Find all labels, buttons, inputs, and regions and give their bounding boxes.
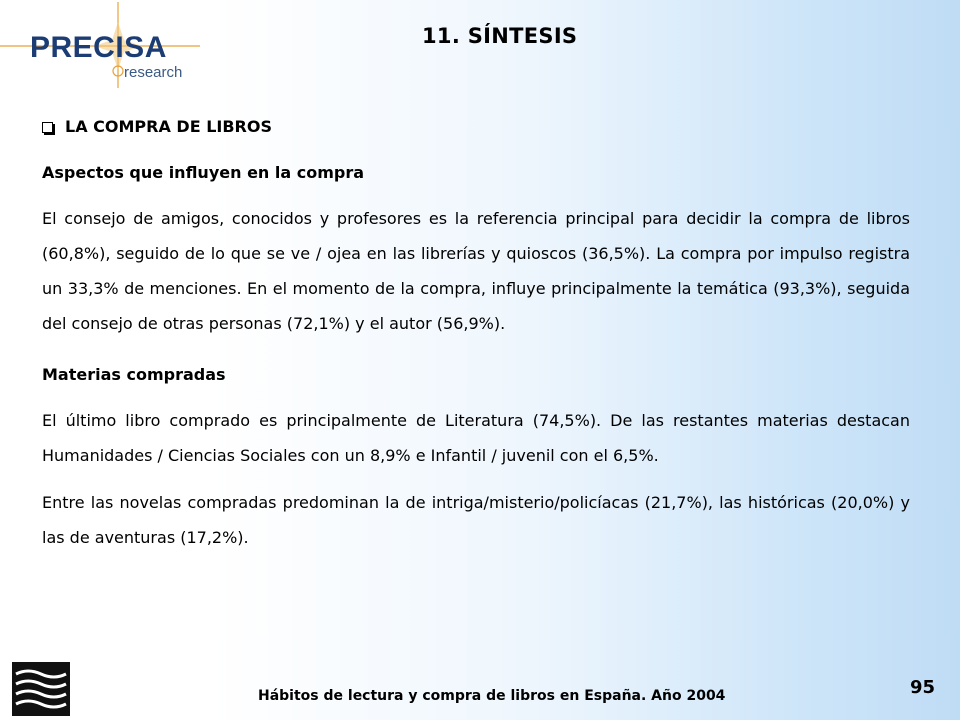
precisa-logo	[0, 0, 240, 90]
paragraph-purchased-subjects: El último libro comprado es principalmente de Literatura (74,5%). De las restantes materias destacan Humanidades / Ciencias Sociales con un 8,9% e Infantil / juvenil con el 6,5%.	[42, 411, 910, 465]
logo-sub-text: research	[124, 64, 183, 81]
section-heading	[42, 117, 272, 136]
page-number: 95	[910, 677, 936, 698]
subheading-purchase-factors: Aspectos que influyen en la compra	[42, 163, 365, 182]
paragraph-purchase-factors: El consejo de amigos, conocidos y profesores es la referencia principal para decidir la compra de libros (60,8%), seguido de lo que se ve / ojea en las librerías y quioscos (36,5%). La compra por impulso registra un 33,3% de menciones. En el momento de la compra, influye principalmente la temática (93,3%), seguida del consejo de otras personas (72,1%) y el autor (56,9%).	[42, 209, 910, 333]
section-heading-label: LA COMPRA DE LIBROS	[65, 117, 272, 136]
checkbox-bullet-icon	[42, 122, 53, 133]
subheading-purchased-subjects: Materias compradas	[42, 365, 226, 384]
book-pages-icon	[12, 662, 70, 716]
paragraph-novels: Entre las novelas compradas predominan la de intriga/misterio/policíacas (21,7%), las históricas (20,0%) y las de aventuras (17,2%).	[42, 493, 910, 547]
logo-brand-text: PRECISA	[30, 31, 167, 64]
footer-caption: Hábitos de lectura y compra de libros en España. Año 2004	[258, 688, 726, 704]
page-title: 11. SÍNTESIS	[422, 24, 578, 48]
